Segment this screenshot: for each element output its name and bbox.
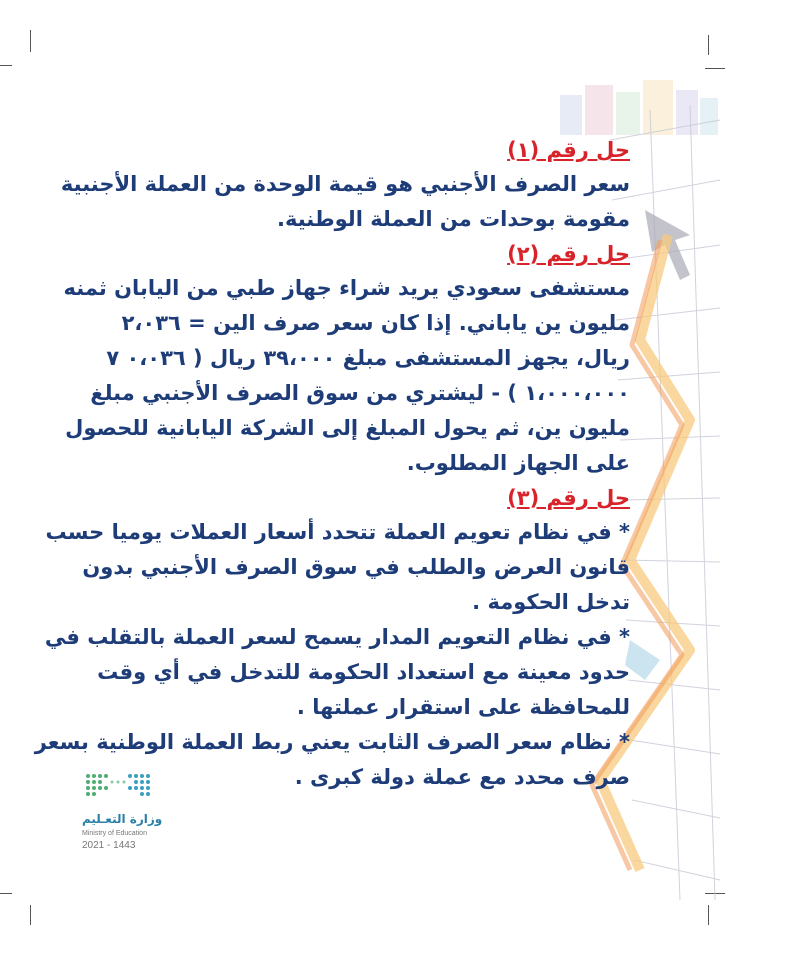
- logo-english-name: Ministry of Education: [82, 830, 147, 837]
- logo-dots-icon: [82, 770, 162, 806]
- text-line: ١،٠٠٠،٠٠٠ ) - ليشتري من سوق الصرف الأجنبي مبلغ: [90, 381, 630, 405]
- text-line: تدخل الحكومة .: [472, 590, 630, 614]
- section-heading: حل رقم (١): [507, 138, 630, 162]
- section-heading: حل رقم (٣): [507, 486, 630, 510]
- text-line: * نظام سعر الصرف الثابت يعني ربط العملة الوطنية بسعر: [34, 730, 630, 754]
- buildings-illustration: [560, 80, 718, 135]
- logo-arabic-name: وزارة التعـليم: [82, 812, 163, 826]
- answer-content: [34, 133, 630, 795]
- section-1: [60, 133, 630, 237]
- text-line: صرف محدد مع عملة دولة كبرى .: [294, 765, 630, 789]
- text-line: * في نظام التعويم المدار يسمح لسعر العملة بالتقلب في: [44, 625, 630, 649]
- text-line: للمحافظة على استقرار عملتها .: [296, 695, 630, 719]
- text-line: مليون ين ياباني. إذا كان سعر صرف الين = ٢،٠٣٦: [121, 311, 630, 335]
- text-line: قانون العرض والطلب في سوق الصرف الأجنبي بدون: [82, 555, 630, 579]
- text-line: على الجهاز المطلوب.: [406, 451, 630, 475]
- text-line: سعر الصرف الأجنبي هو قيمة الوحدة من العملة الأجنبية: [60, 172, 630, 196]
- text-line: مستشفى سعودي يريد شراء جهاز طبي من اليابان ثمنه: [63, 276, 630, 300]
- text-line: * في نظام تعويم العملة تتحدد أسعار العملات يوميا حسب: [45, 520, 630, 544]
- section-heading: حل رقم (٢): [507, 242, 630, 266]
- text-line: مقومة بوحدات من العملة الوطنية.: [277, 207, 630, 231]
- ministry-logo: [82, 770, 202, 851]
- text-line: ريال، يجهز المستشفى مبلغ ٣٩،٠٠٠ ريال ( ٠،٠٣٦ ٧: [106, 346, 630, 370]
- text-line: حدود معينة مع استعداد الحكومة للتدخل في أي وقت: [97, 660, 630, 684]
- logo-year: 2021 - 1443: [82, 840, 136, 851]
- section-3: [34, 481, 630, 795]
- blue-accent: [625, 640, 660, 680]
- section-2: [63, 237, 630, 481]
- text-line: مليون ين، ثم يحول المبلغ إلى الشركة اليابانية للحصول: [65, 416, 630, 440]
